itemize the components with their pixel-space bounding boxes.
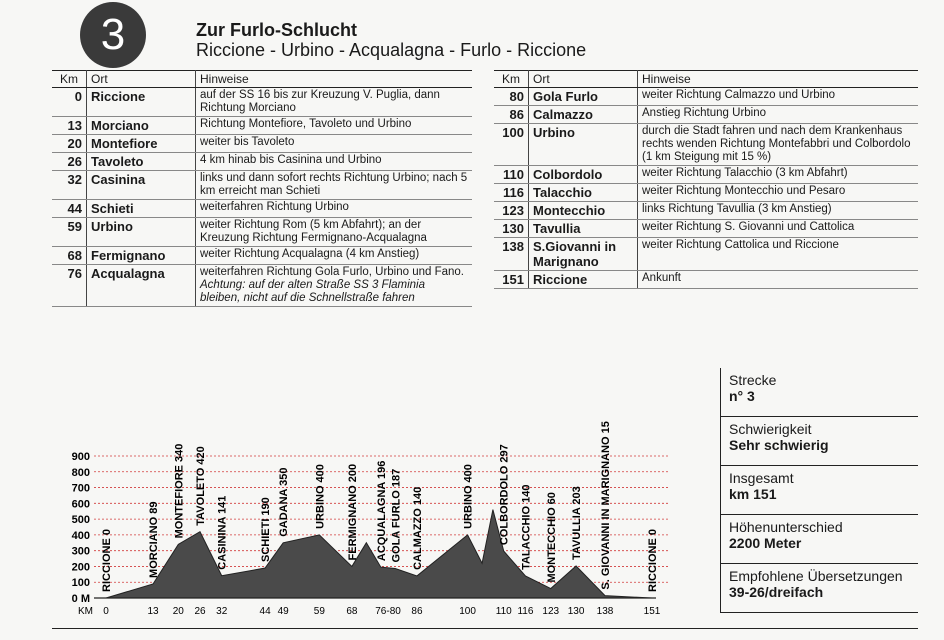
row-ort: Riccione	[529, 271, 638, 289]
ort-header: Ort	[529, 71, 638, 88]
row-km: 0	[52, 88, 87, 117]
row-ort: Talacchio	[529, 184, 638, 202]
hinweis-text: 4 km hinab bis Casinina und Urbino	[200, 154, 382, 166]
row-ort: Riccione	[87, 88, 196, 117]
x-tick-label: 130	[567, 606, 585, 617]
row-km: 138	[494, 238, 529, 271]
hinweis-text: weiter Richtung Talacchio (3 km Abfahrt)	[642, 167, 848, 179]
row-hinweis	[638, 166, 919, 184]
row-hinweis	[638, 106, 919, 124]
table-row	[52, 218, 472, 247]
y-tick-label: 400	[71, 529, 90, 542]
hinweis-text: Richtung Montefiore, Tavoleto und Urbino	[200, 118, 412, 130]
y-tick-label: 800	[71, 466, 90, 479]
row-km: 44	[52, 200, 87, 218]
place-label: RICCIONE 0	[101, 529, 113, 592]
row-ort: Morciano	[87, 117, 196, 135]
hinweis-text: Anstieg Richtung Urbino	[642, 107, 767, 119]
y-tick-label: 900	[71, 451, 90, 463]
row-km: 130	[494, 220, 529, 238]
x-tick-label: 26	[194, 606, 206, 617]
place-label: RICCIONE 0	[647, 529, 659, 592]
row-km: 151	[494, 271, 529, 289]
row-km: 13	[52, 117, 87, 135]
x-tick-label: 0	[103, 606, 109, 617]
hinweis-text: links Richtung Tavullia (3 km Anstieg)	[642, 203, 832, 215]
info-value: km 151	[729, 486, 777, 502]
place-label: FERMIGNANO 200	[346, 463, 359, 561]
x-tick-label: 138	[596, 606, 614, 617]
ort-header: Ort	[87, 71, 196, 88]
place-label: MORCIANO 89	[148, 501, 161, 578]
info-label: Empfohlene Übersetzungen	[729, 568, 903, 584]
row-km: 116	[494, 184, 529, 202]
info-label: Höhenunterschied	[729, 519, 843, 535]
place-label: SCHIETI 190	[260, 497, 273, 563]
hinweis-text: weiter bis Tavoleto	[200, 136, 295, 148]
x-tick-label: 86	[411, 606, 423, 617]
info-box	[720, 368, 918, 417]
row-hinweis	[196, 247, 473, 265]
table-row	[494, 220, 918, 238]
row-km: 26	[52, 153, 87, 171]
info-value: Sehr schwierig	[729, 437, 829, 453]
info-box	[720, 417, 918, 466]
row-km: 32	[52, 171, 87, 200]
row-km: 86	[494, 106, 529, 124]
place-label: S. GIOVANNI IN MARIGNANO 15	[599, 421, 612, 590]
table-row	[494, 88, 918, 106]
x-tick-label: 49	[277, 606, 289, 617]
table-row	[52, 247, 472, 265]
row-km: 100	[494, 124, 529, 166]
hinweis-text: weiter Richtung Montecchio und Pesaro	[642, 185, 846, 197]
table-row	[52, 265, 472, 307]
row-ort: S.Giovanni in Marignano	[529, 238, 638, 271]
route-table-right	[494, 70, 918, 289]
row-hinweis	[196, 88, 473, 117]
row-km: 123	[494, 202, 529, 220]
table-row	[52, 171, 472, 200]
hinweis-text: weiter Richtung Calmazzo und Urbino	[642, 89, 836, 101]
x-tick-label: 116	[517, 606, 534, 617]
table-row	[494, 184, 918, 202]
table-row	[494, 124, 918, 166]
table-row	[52, 88, 472, 117]
y-tick-label: 300	[71, 545, 90, 558]
row-km: 110	[494, 166, 529, 184]
x-tick-label: 44	[259, 606, 271, 617]
elevation-profile-chart	[50, 380, 670, 620]
x-tick-label: 32	[216, 606, 228, 617]
x-tick-label: 13	[147, 606, 159, 617]
row-hinweis	[638, 238, 919, 271]
row-ort: Tavoleto	[87, 153, 196, 171]
row-hinweis	[638, 220, 919, 238]
info-label: Insgesamt	[729, 470, 794, 486]
x-tick-label: 100	[459, 606, 476, 617]
y-tick-label: 200	[71, 561, 90, 574]
x-tick-label: 123	[542, 606, 560, 617]
km-header: Km	[52, 71, 87, 88]
info-label: Strecke	[729, 372, 777, 388]
row-ort: Colbordolo	[529, 166, 638, 184]
table-row	[494, 166, 918, 184]
bottom-divider	[52, 628, 918, 629]
row-km: 76	[52, 265, 87, 307]
hinweis-text: durch die Stadt fahren und nach dem Krankenhaus rechts wenden Richtung Montefabbri und Colbordolo (1 km Steigung mit 15 %)	[642, 125, 911, 163]
info-value: n° 3	[729, 388, 755, 404]
info-label: Schwierigkeit	[729, 421, 812, 437]
route-number-badge: 3	[80, 2, 146, 68]
row-km: 20	[52, 135, 87, 153]
info-value: 2200 Meter	[729, 535, 802, 551]
row-ort: Montefiore	[87, 135, 196, 153]
x-tick-label: 76-80	[375, 606, 401, 617]
x-tick-label: 68	[346, 606, 358, 617]
table-row	[52, 153, 472, 171]
hinweis-text: auf der SS 16 bis zur Kreuzung V. Puglia, dann Richtung Morciano	[200, 89, 440, 114]
row-ort: Gola Furlo	[529, 88, 638, 106]
info-box	[720, 466, 918, 515]
row-ort: Casinina	[87, 171, 196, 200]
hinweis-text: weiterfahren Richtung Urbino	[200, 201, 349, 213]
row-ort: Acqualagna	[87, 265, 196, 307]
route-table-left	[52, 70, 472, 307]
row-km: 80	[494, 88, 529, 106]
table-row	[494, 202, 918, 220]
place-label: COLBORDOLO 297	[498, 444, 511, 546]
row-hinweis	[196, 117, 473, 135]
place-label: MONTECCHIO 60	[545, 492, 558, 583]
y-tick-label: 100	[71, 577, 90, 590]
place-label: URBINO 400	[462, 464, 475, 529]
row-ort: Calmazzo	[529, 106, 638, 124]
row-hinweis	[638, 184, 919, 202]
x-tick-label: 59	[313, 606, 325, 617]
route-info-panel	[720, 368, 918, 613]
km-header: Km	[494, 71, 529, 88]
row-ort: Montecchio	[529, 202, 638, 220]
place-label: ACQUALAGNA 196	[375, 460, 388, 562]
y-tick-label: 600	[71, 498, 90, 511]
y-tick-label: 500	[71, 514, 90, 527]
x-tick-label: 151	[643, 606, 661, 617]
x-tick-label: 110	[495, 606, 512, 617]
hinweis-text: weiter Richtung S. Giovanni und Cattolica	[642, 221, 855, 233]
table-row	[52, 117, 472, 135]
place-label: GOLA FURLO 187	[390, 468, 403, 563]
info-box	[720, 564, 918, 613]
row-ort: Schieti	[87, 200, 196, 218]
row-hinweis	[196, 200, 473, 218]
hinweis-text: weiterfahren Richtung Gola Furlo, Urbino und Fano.	[200, 266, 465, 278]
place-label: CALMAZZO 140	[411, 486, 424, 570]
row-km: 59	[52, 218, 87, 247]
row-ort: Fermignano	[87, 247, 196, 265]
place-label: TAVULLIA 203	[571, 486, 584, 560]
row-hinweis	[638, 271, 919, 289]
info-box	[720, 515, 918, 564]
hinweis-text: weiter Richtung Cattolica und Riccione	[642, 239, 839, 251]
table-row	[494, 271, 918, 289]
hinweis-warning: Achtung: auf der alten Straße SS 3 Flaminia bleiben, nicht auf die Schnellstraße fahren	[200, 279, 426, 304]
row-hinweis	[196, 171, 473, 200]
row-hinweis	[638, 202, 919, 220]
place-label: TALACCHIO 140	[520, 484, 533, 570]
row-hinweis	[196, 153, 473, 171]
y-tick-label: 700	[71, 482, 90, 495]
row-km: 68	[52, 247, 87, 265]
y-tick-label: 0 M	[71, 593, 90, 605]
row-ort: Urbino	[529, 124, 638, 166]
x-tick-label: 20	[172, 606, 184, 617]
row-ort: Tavullia	[529, 220, 638, 238]
route-title: Zur Furlo-Schlucht	[196, 20, 357, 40]
info-value: 39-26/dreifach	[729, 584, 824, 600]
row-hinweis	[638, 124, 919, 166]
table-row	[494, 106, 918, 124]
place-label: URBINO 400	[314, 464, 327, 529]
row-hinweis	[196, 135, 473, 153]
table-row	[52, 135, 472, 153]
row-hinweis	[196, 218, 473, 247]
table-row	[494, 238, 918, 271]
place-label: GADANA 350	[278, 467, 291, 537]
route-subtitle: Riccione - Urbino - Acqualagna - Furlo - Riccione	[196, 40, 587, 60]
hinweise-header: Hinweise	[638, 71, 919, 88]
hinweise-header: Hinweise	[196, 71, 473, 88]
place-label: TAVOLETO 420	[195, 446, 208, 526]
hinweis-text: links und dann sofort rechts Richtung Urbino; nach 5 km erreicht man Schieti	[200, 172, 468, 197]
table-row	[52, 200, 472, 218]
hinweis-text: weiter Richtung Acqualagna (4 km Anstieg)	[200, 248, 420, 260]
place-label: CASININA 141	[216, 495, 229, 570]
hinweis-text: Ankunft	[642, 272, 681, 284]
row-hinweis	[196, 265, 473, 307]
hinweis-text: weiter Richtung Rom (5 km Abfahrt); an der Kreuzung Richtung Fermignano-Acqualagna	[200, 219, 427, 244]
row-ort: Urbino	[87, 218, 196, 247]
x-axis-label: KM	[78, 606, 93, 617]
place-label: MONTEFIORE 340	[173, 443, 186, 539]
row-hinweis	[638, 88, 919, 106]
